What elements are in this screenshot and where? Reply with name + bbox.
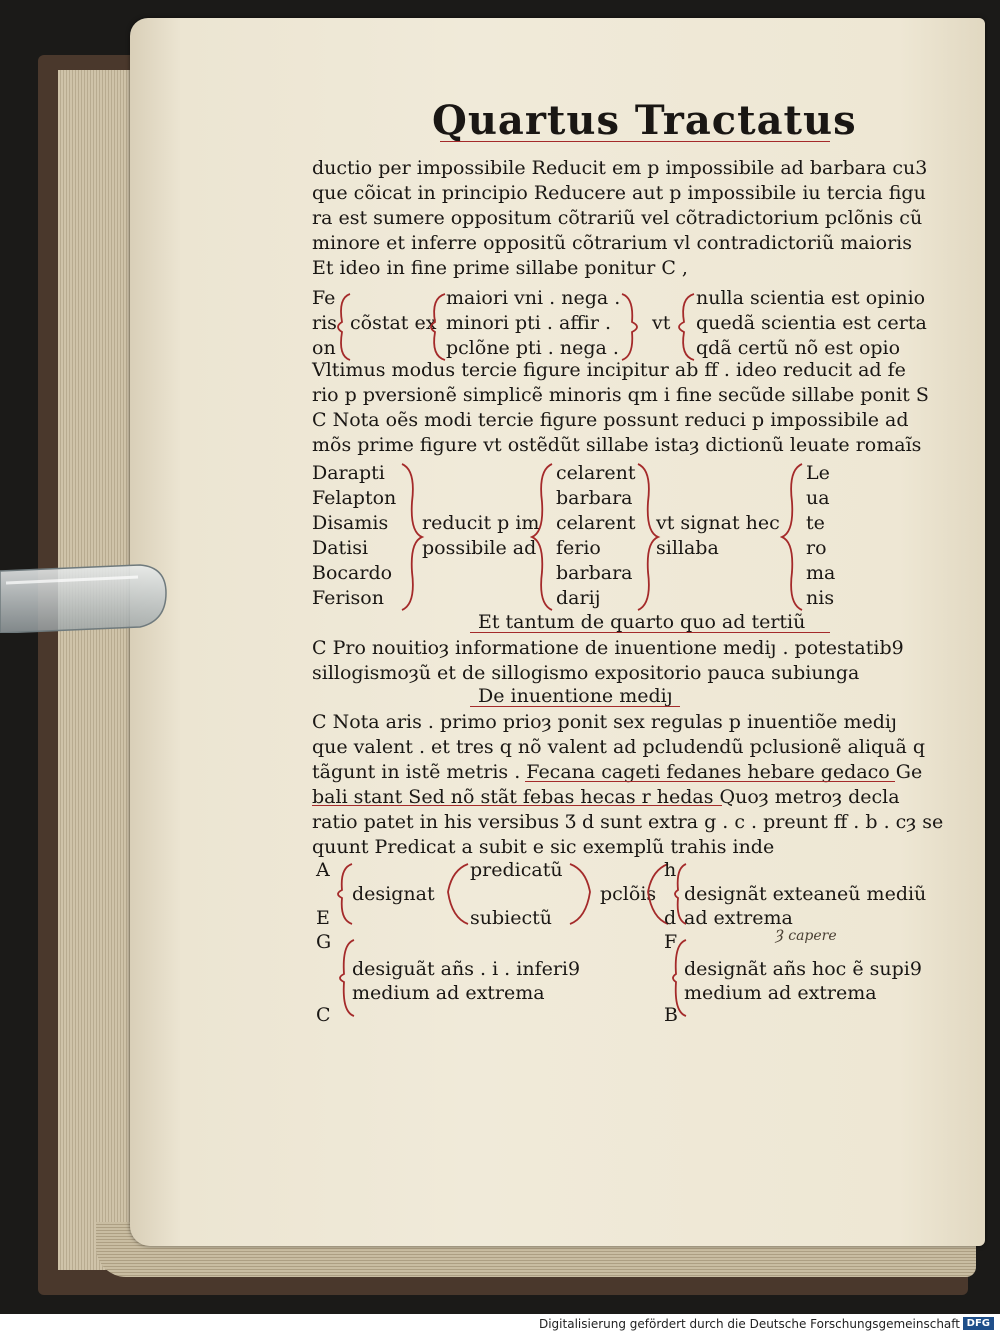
mood-datisi: Datisi bbox=[312, 537, 369, 559]
medium-ad-extrema-left: medium ad extrema bbox=[352, 982, 545, 1004]
medium-ad-extrema-right: medium ad extrema bbox=[684, 982, 877, 1004]
ferison-constat: cõstat ex bbox=[350, 312, 437, 334]
syllable-4: ro bbox=[806, 537, 827, 559]
syllable-6: nis bbox=[806, 587, 835, 609]
letter-d: d bbox=[664, 907, 677, 929]
ferison-brace-left bbox=[332, 292, 352, 362]
paragraph-1-line-2: que cõicat in principio Reducere aut p impossibile iu tercia figu bbox=[312, 182, 926, 204]
syllable-1: Le bbox=[806, 462, 830, 484]
mood-darapti: Darapti bbox=[312, 462, 385, 484]
footer-bar bbox=[0, 1314, 1000, 1337]
predicatum: predicatũ bbox=[470, 859, 563, 881]
target-ferio: ferio bbox=[556, 537, 601, 559]
ferison-brace-right-close bbox=[620, 292, 650, 362]
ad-extrema-right: ad extrema bbox=[684, 907, 793, 929]
ferison-syllable-3: on bbox=[312, 337, 336, 359]
pclois: pclõis bbox=[600, 883, 657, 905]
designat-antecedens-superius: designãt añs hoc ẽ supi9 bbox=[684, 958, 922, 980]
reduction-label-1: reducit p im bbox=[422, 512, 540, 534]
mood-felapton: Felapton bbox=[312, 487, 397, 509]
dfg-logo: DFG bbox=[963, 1317, 994, 1330]
ferison-premise-minor: minori pti . affir . bbox=[446, 312, 612, 334]
ferison-brace-middle bbox=[425, 292, 447, 362]
handwritten-margin-note: Ȝ capere bbox=[775, 928, 837, 944]
ferison-premise-major: maiori vni . nega . bbox=[446, 287, 621, 309]
target-darij: darij bbox=[556, 587, 601, 609]
target-celarent-2: celarent bbox=[556, 512, 636, 534]
designat-left: designat bbox=[352, 883, 435, 905]
paragraph-4-line-6: quunt Predicat a subit e sic exemplũ trahis inde bbox=[312, 836, 775, 858]
ferison-vt: vt bbox=[652, 312, 671, 334]
ferison-syllable-2: ris bbox=[312, 312, 337, 334]
closing-line: Et tantum de quarto quo ad tertiũ bbox=[478, 611, 806, 633]
inventio-brace-a bbox=[332, 862, 354, 926]
paragraph-2-line-1: Vltimus modus tercie figure incipitur ab ff . ideo reducit ad fe bbox=[312, 359, 906, 381]
signat-label-1: vt signat hec bbox=[656, 512, 780, 534]
ferison-brace-right-open bbox=[672, 292, 696, 362]
letter-a: A bbox=[316, 859, 330, 881]
ferison-syllable-1: Fe bbox=[312, 287, 336, 309]
title-underline bbox=[440, 141, 830, 142]
subiectum: subiectũ bbox=[470, 907, 552, 929]
inventio-brace-mid bbox=[440, 862, 470, 926]
footer-credit: Digitalisierung gefördert durch die Deutsche Forschungsgemeinschaft bbox=[538, 1317, 960, 1331]
paragraph-1-line-3: ra est sumere oppositum cõtrariũ vel cõtradictorium pclõnis cũ bbox=[312, 207, 923, 229]
reduction-label-2: possibile ad bbox=[422, 537, 537, 559]
paragraph-2-line-2: rio p pversionẽ simplicẽ minoris qm i fine secũde sillabe ponit S bbox=[312, 384, 929, 406]
letter-b: B bbox=[664, 1004, 678, 1026]
letter-g: G bbox=[316, 931, 332, 953]
metre-underline-1 bbox=[525, 781, 895, 782]
target-barbara-2: barbara bbox=[556, 562, 633, 584]
ferison-example-3: qdã certũ nõ est opio bbox=[696, 337, 901, 359]
letter-c: C bbox=[316, 1004, 331, 1026]
target-barbara-1: barbara bbox=[556, 487, 633, 509]
paragraph-4-line-1: C Nota aris . primo prioȝ ponit sex regulas p inuentiõe mediȷ bbox=[312, 711, 897, 733]
paragraph-4-line-5: ratio patet in his versibus Ʒ d sunt extra g . c . preunt ff . b . cȝ se bbox=[312, 811, 944, 833]
closing-underline bbox=[470, 632, 830, 633]
target-celarent-1: celarent bbox=[556, 462, 636, 484]
paragraph-4-line-3: tãgunt in istẽ metris . Fecana cageti fedanes hebare gedaco Ge bbox=[312, 761, 923, 783]
paragraph-2-line-4: mõs prime figure vt ostẽdũt sillabe istaȝ dictionũ leuate romaĩs bbox=[312, 434, 922, 456]
designat-antecedens-inferius: desiguãt añs . i . inferi9 bbox=[352, 958, 581, 980]
ferison-example-2: quedã scientia est certa bbox=[696, 312, 927, 334]
page-title: Quartus Tractatus bbox=[432, 97, 857, 144]
designat-extraneum: designãt exteaneũ mediũ bbox=[684, 883, 927, 905]
syllable-2: ua bbox=[806, 487, 830, 509]
paragraph-4-line-4: bali stant Sed nõ stãt febas hecas r hedas Quoȝ metroȝ decla bbox=[312, 786, 900, 808]
letter-e: E bbox=[316, 907, 330, 929]
page-clip bbox=[0, 563, 168, 633]
ferison-example-1: nulla scientia est opinio bbox=[696, 287, 926, 309]
paragraph-1-line-5: Et ideo in fine prime sillabe ponitur C , bbox=[312, 257, 688, 279]
paragraph-1-line-4: minore et inferre oppositũ cõtrarium vl contradictoriũ maioris bbox=[312, 232, 912, 254]
letter-f: F bbox=[664, 931, 678, 953]
paragraph-3-line-2: sillogismoȝũ et de sillogismo expositorio pauca subiunga bbox=[312, 662, 860, 684]
syllable-5: ma bbox=[806, 562, 836, 584]
metre-underline-2 bbox=[312, 805, 722, 806]
signat-label-2: sillaba bbox=[656, 537, 719, 559]
paragraph-2-line-3: C Nota oẽs modi tercie figure possunt reduci p impossibile ad bbox=[312, 409, 909, 431]
paragraph-1-line-1: ductio per impossibile Reducit em p impossibile ad barbara cu3 bbox=[312, 157, 928, 179]
ferison-conclusion: pclõne pti . nega . bbox=[446, 337, 619, 359]
moods-brace-open bbox=[530, 462, 554, 612]
subheading-underline bbox=[470, 706, 680, 707]
mood-ferison: Ferison bbox=[312, 587, 384, 609]
paragraph-3-line-1: C Pro nouitioȝ informatione de inuentione mediȷ . potestatib9 bbox=[312, 637, 904, 659]
syllable-3: te bbox=[806, 512, 825, 534]
paragraph-4-line-2: que valent . et tres q nõ valent ad pcludendũ pclusionẽ aliquã q bbox=[312, 736, 925, 758]
subheading: De inuentione mediȷ bbox=[478, 685, 673, 707]
mood-disamis: Disamis bbox=[312, 512, 389, 534]
syllables-brace-open bbox=[780, 462, 804, 612]
inventio-brace-mid-close bbox=[568, 862, 598, 926]
mood-bocardo: Bocardo bbox=[312, 562, 393, 584]
letter-h: h bbox=[664, 859, 677, 881]
